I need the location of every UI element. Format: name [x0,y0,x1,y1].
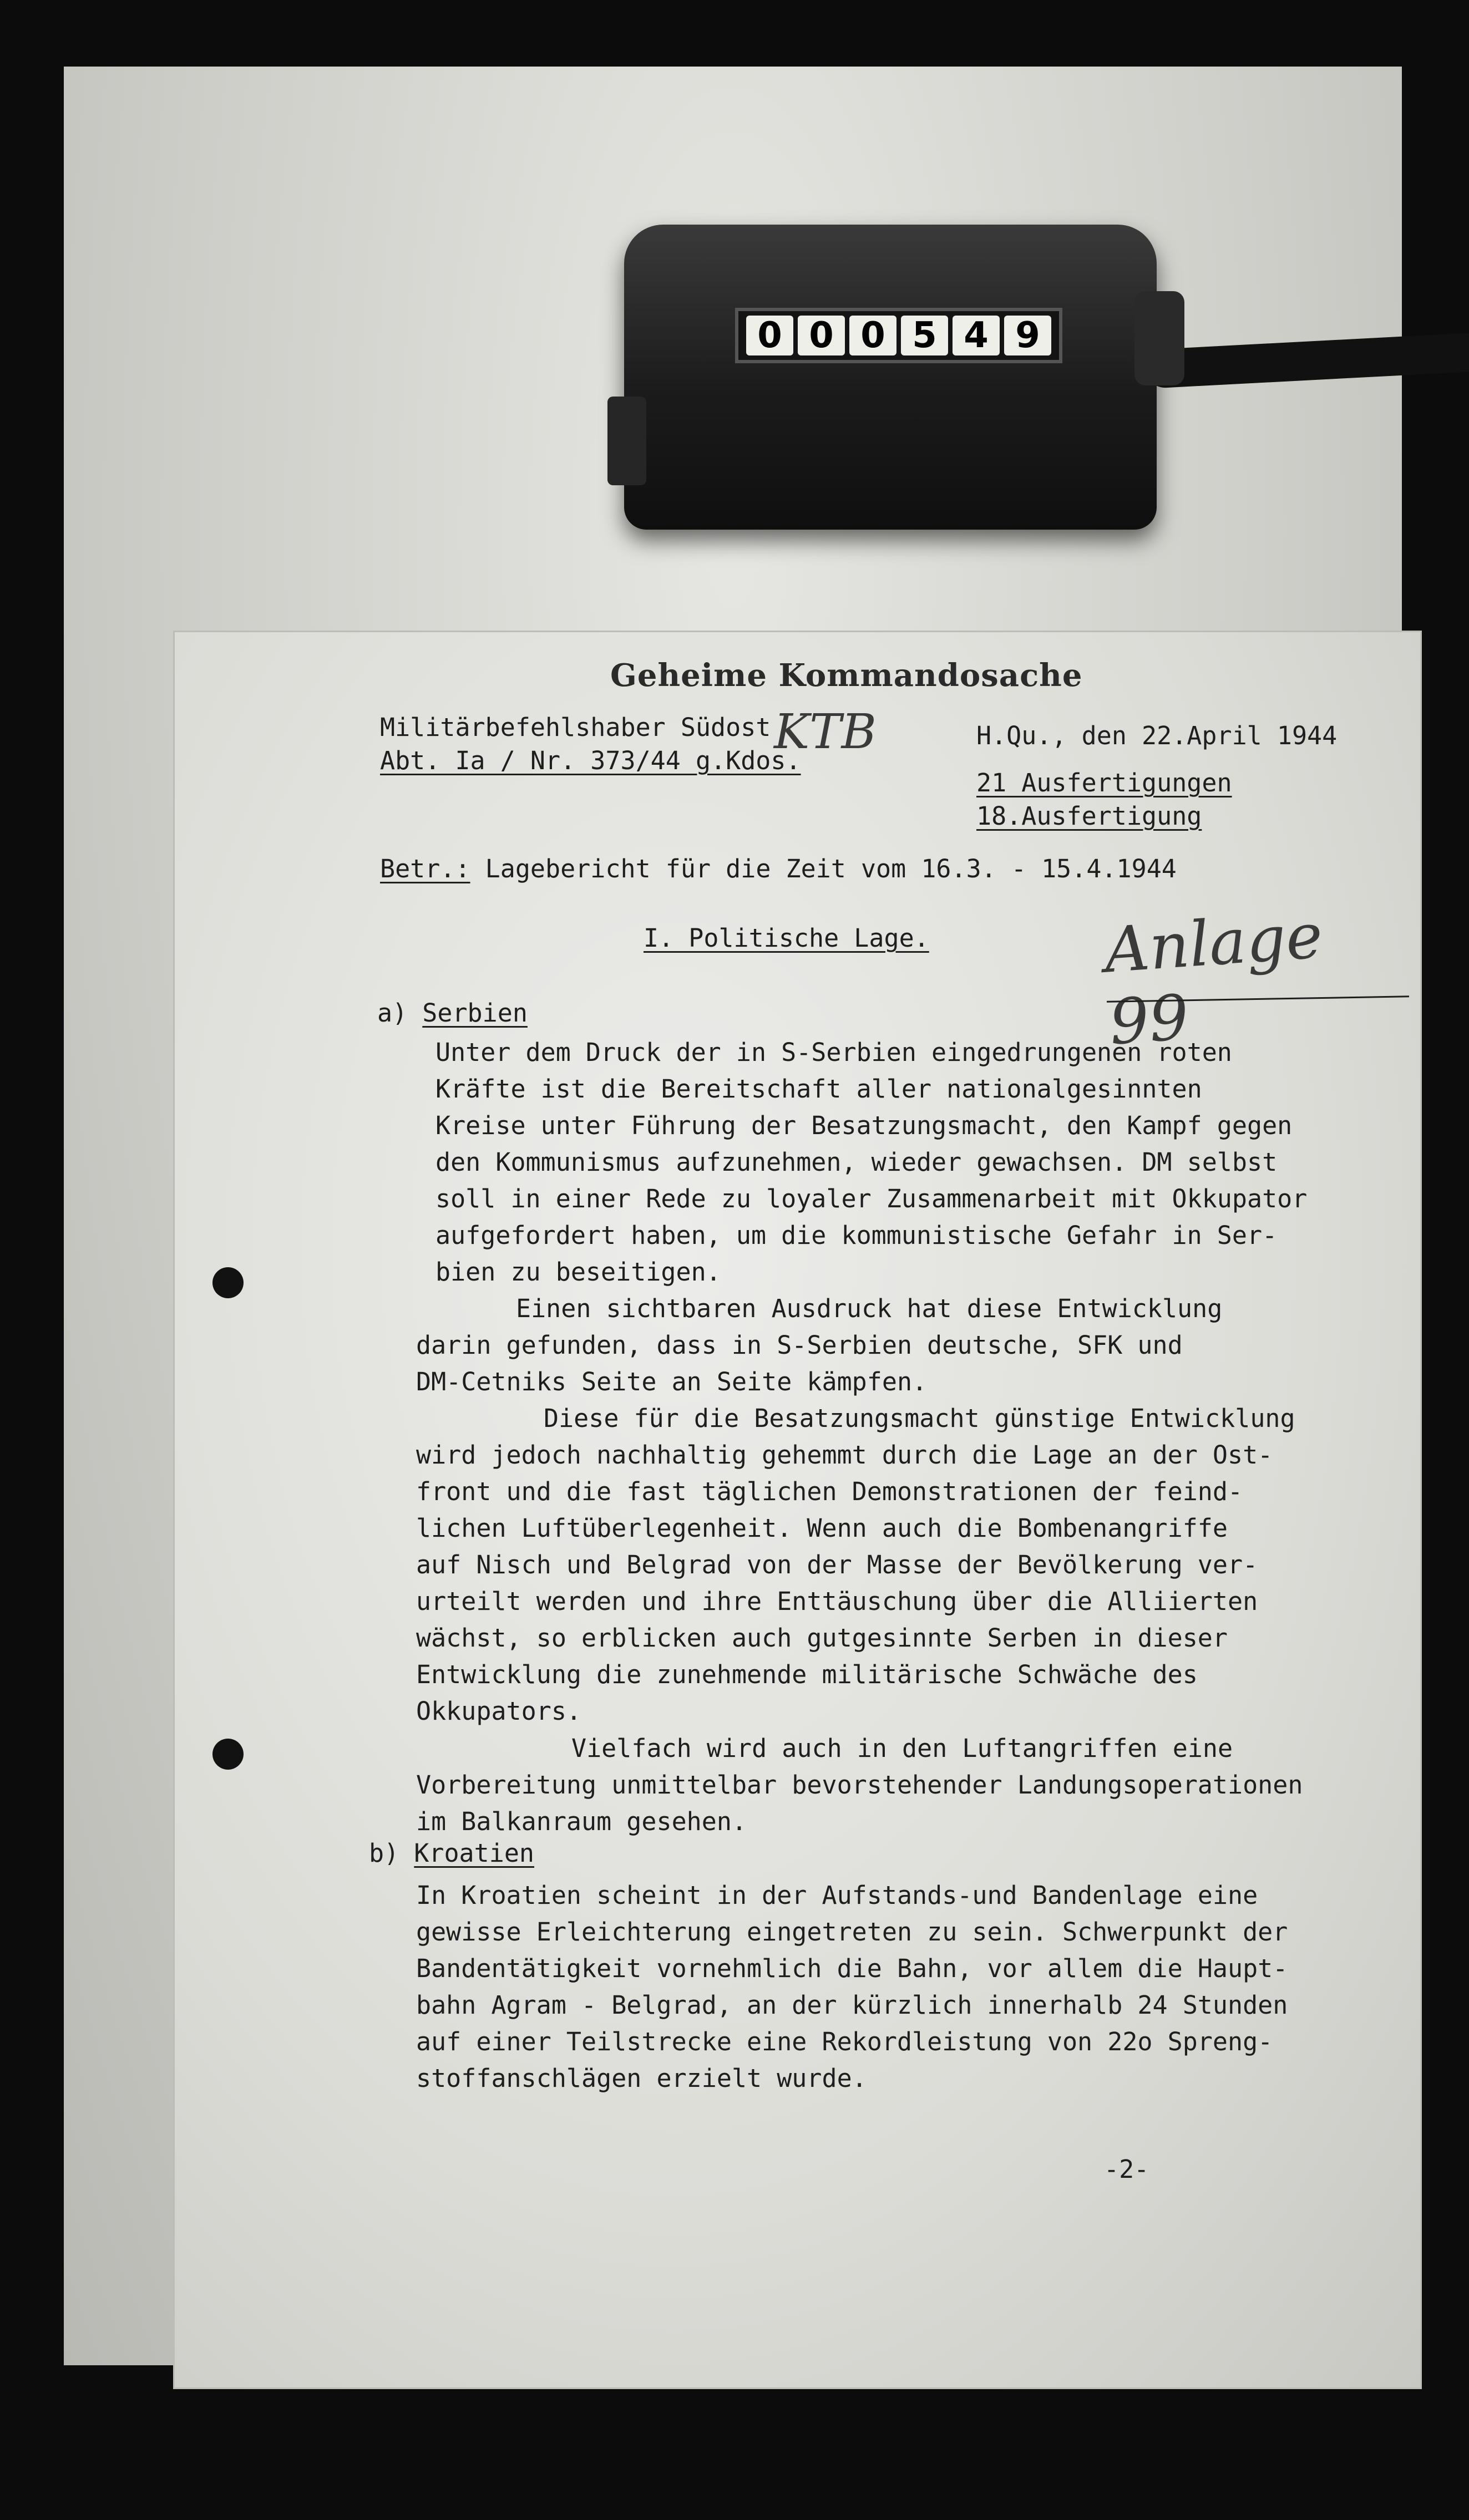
text-line: Kreise unter Führung der Besatzungsmacht, den Kampf gegen [435,1111,1293,1140]
text-line: In Kroatien scheint in der Aufstands-und Bandenlage eine [416,1881,1258,1910]
punch-hole [212,1267,244,1298]
subject-label: Betr.: [380,854,470,883]
file-reference: Abt. Ia / Nr. 373/44 g.Kdos. [380,746,801,775]
counter-knob [1134,291,1184,385]
text-line: urteilt werden und ihre Enttäuschung über die Alliierten [416,1587,1258,1616]
text-line: Diese für die Besatzungsmacht günstige Entwicklung [544,1404,1295,1433]
text-line: Vielfach wird auch in den Luftangriffen eine [571,1734,1233,1763]
text-line: Unter dem Druck der in S-Serbien eingedrungenen roten [435,1038,1232,1067]
text-line: wird jedoch nachhaltig gehemmt durch die Lage an der Ost- [416,1440,1273,1470]
section-a-title: Serbien [422,998,528,1028]
text-line: Okkupators. [416,1696,582,1726]
text-line: lichen Luftüberlegenheit. Wenn auch die Bombenangriffe [416,1513,1228,1543]
scan-frame [64,67,1402,2365]
counter-digit: 0 [746,316,793,355]
text-line: im Balkanraum gesehen. [416,1807,747,1836]
text-line: darin gefunden, dass in S-Serbien deutsche, SFK und [416,1330,1183,1360]
copy-number: 18.Ausfertigung [976,801,1202,831]
counter-digit: 9 [1004,316,1051,355]
frame-counter-device [624,225,1157,530]
text-line: stoffanschlägen erzielt wurde. [416,2064,867,2093]
section-a-heading [377,998,528,1028]
serbien-paragraph-1 [435,1034,1307,1291]
text-line: Entwicklung die zunehmende militärische Schwäche des [416,1660,1198,1689]
counter-mount-tab [607,397,646,485]
section-b-title: Kroatien [414,1838,535,1868]
kroatien-paragraph-1 [416,1877,1288,2097]
place-date: H.Qu., den 22.April 1944 [976,721,1338,750]
text-line: aufgefordert haben, um die kommunistische Gefahr in Ser- [435,1221,1278,1250]
text-line: gewisse Erleichterung eingetreten zu sein. Schwerpunkt der [416,1917,1288,1947]
text-line: bien zu beseitigen. [435,1257,721,1287]
text-line: front und die fast täglichen Demonstrationen der feind- [416,1477,1243,1506]
serbien-paragraph-4 [416,1730,1303,1840]
text-line: wächst, so erblicken auch gutgesinnte Serben in dieser [416,1623,1228,1653]
text-line: soll in einer Rede zu loyaler Zusammenarbeit mit Okkupator [435,1184,1308,1213]
text-line: Vorbereitung unmittelbar bevorstehender Landungsoperationen [416,1770,1303,1800]
classification-stamp: Geheime Kommandosache [610,657,1083,694]
text-line: auf Nisch und Belgrad von der Masse der Bevölkerung ver- [416,1550,1258,1579]
text-line: Bandentätigkeit vornehmlich die Bahn, vor allem die Haupt- [416,1954,1288,1983]
counter-digit: 4 [953,316,1000,355]
text-line: bahn Agram - Belgrad, an der kürzlich innerhalb 24 Stunden [416,1990,1288,2020]
counter-digit: 5 [901,316,948,355]
counter-digit-window [735,308,1062,363]
serbien-paragraph-2 [416,1291,1222,1400]
handwritten-mark: KTB [774,704,877,760]
counter-digit: 0 [798,316,845,355]
section-b-letter: b) [369,1838,399,1868]
text-line: DM-Cetniks Seite an Seite kämpfen. [416,1367,928,1396]
handwritten-annex-note: Anlage 99 [1102,900,1325,1059]
serbien-paragraph-3 [416,1400,1295,1730]
page-number-marker: -2- [1104,2155,1149,2184]
text-line: Einen sichtbaren Ausdruck hat diese Entwicklung [516,1294,1223,1323]
counter-cable [1145,332,1469,389]
punch-hole [212,1739,244,1770]
subject-line [380,854,1177,883]
copies-count: 21 Ausfertigungen [976,768,1232,797]
office-name: Militärbefehlshaber Südost [380,713,771,742]
text-line: den Kommunismus aufzunehmen, wieder gewachsen. DM selbst [435,1147,1278,1177]
section-b-heading [369,1838,534,1868]
text-line: auf einer Teilstrecke eine Rekordleistung von 22o Spreng- [416,2027,1273,2056]
text-line: Kräfte ist die Bereitschaft aller nationalgesinnten [435,1074,1202,1104]
counter-digit: 0 [849,316,896,355]
section-a-letter: a) [377,998,408,1028]
section-title: I. Politische Lage. [644,923,929,953]
document-page [175,632,1420,2387]
subject-text: Lagebericht für die Zeit vom 16.3. - 15.4.1944 [485,854,1177,883]
